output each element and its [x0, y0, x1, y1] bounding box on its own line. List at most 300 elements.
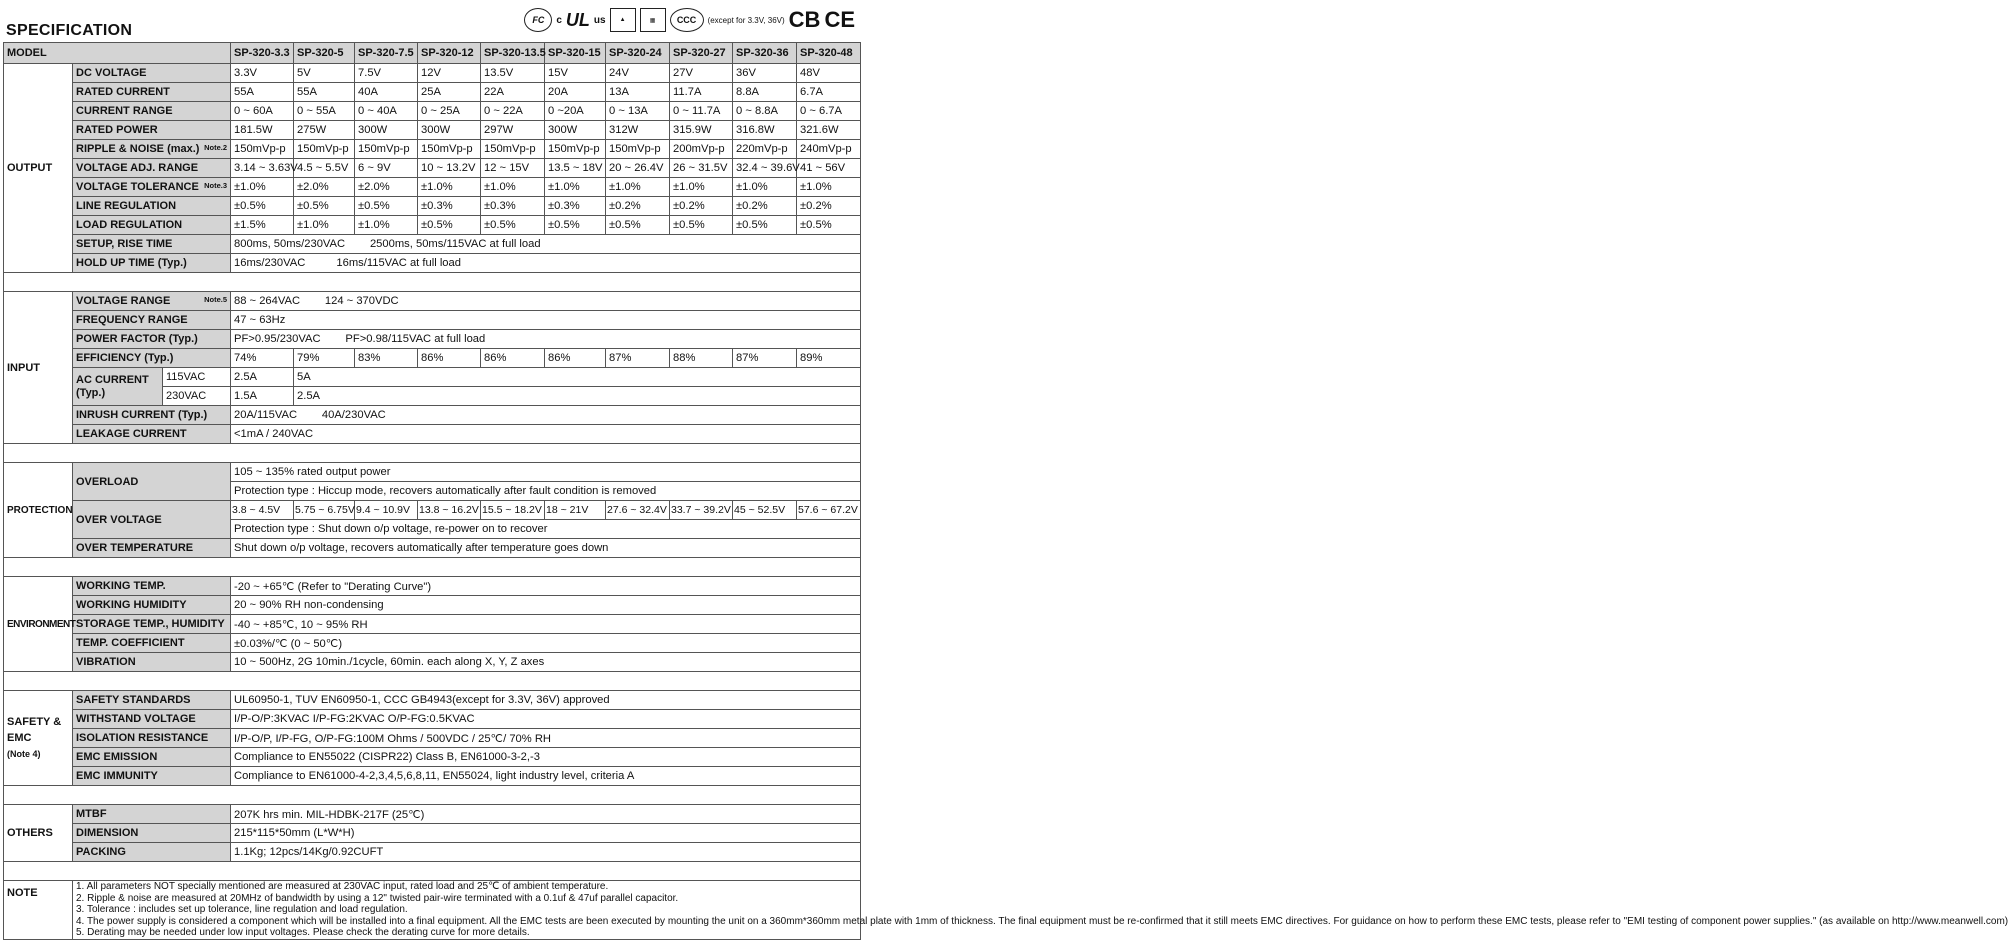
value-cell: 79%: [294, 349, 355, 368]
section-label: INPUT: [4, 292, 73, 444]
value-cell: ±0.5%: [797, 216, 861, 235]
header: [0, 0, 863, 42]
spec-row: [4, 178, 861, 197]
value-cell: ±0.5%: [670, 216, 733, 235]
spec-row: [4, 824, 861, 843]
spec-row: [4, 140, 861, 159]
value-cell: Compliance to EN61000-4-2,3,4,5,6,8,11, EN55024, light industry level, criteria A: [231, 767, 861, 786]
value-cell: 86%: [418, 349, 481, 368]
value-cell: ±0.03%/℃ (0 ~ 50℃): [231, 634, 861, 653]
value-cell: 20A: [545, 83, 606, 102]
value-cell: 15.5 ~ 18.2V: [481, 501, 545, 520]
spec-row: [4, 710, 861, 729]
spec-row: [4, 805, 861, 824]
value-cell: 240mVp-p: [797, 140, 861, 159]
note-block: [73, 881, 2008, 940]
value-cell: 0 ~ 25A: [418, 102, 481, 121]
value-cell: 0 ~ 11.7A: [670, 102, 733, 121]
input-section: [4, 292, 861, 463]
model-row: [4, 43, 861, 64]
spec-label: [73, 330, 231, 349]
label-text: VOLTAGE TOLERANCE: [76, 181, 199, 193]
value-cell: 24V: [606, 64, 670, 83]
value-cell: 5.75 ~ 6.75V: [294, 501, 355, 520]
spec-row: [4, 330, 861, 349]
value-cell: 27V: [670, 64, 733, 83]
value-cell: 26 ~ 31.5V: [670, 159, 733, 178]
label-text: SETUP, RISE TIME: [76, 238, 173, 250]
spec-row: [4, 311, 861, 330]
note-ref: Note.5: [204, 295, 227, 304]
label-text: DC VOLTAGE: [76, 67, 147, 79]
value-cell: 20A/115VAC 40A/230VAC: [231, 406, 861, 425]
spec-label: [73, 501, 231, 539]
spec-label: [73, 691, 231, 710]
value-cell: 200mVp-p: [670, 140, 733, 159]
spec-label: AC CURRENT (Typ.): [73, 368, 163, 406]
model-cell: SP-320-36: [733, 43, 797, 64]
value-cell: 86%: [545, 349, 606, 368]
value-cell: 87%: [733, 349, 797, 368]
value-cell: 6.7A: [797, 83, 861, 102]
value-cell: ±1.0%: [670, 178, 733, 197]
label-text: MTBF: [76, 808, 107, 820]
label-text: CURRENT RANGE: [76, 105, 173, 117]
value-cell: 150mVp-p: [294, 140, 355, 159]
value-cell: 297W: [481, 121, 545, 140]
value-cell: 0 ~20A: [545, 102, 606, 121]
spec-row: [4, 368, 861, 387]
protection-section: [4, 463, 861, 577]
spec-label: [73, 406, 231, 425]
us-mark: us: [593, 14, 606, 26]
others-section: [4, 805, 861, 881]
model-cell: SP-320-12: [418, 43, 481, 64]
section-label: [4, 691, 73, 786]
spec-label: [73, 653, 231, 672]
spec-row: [4, 121, 861, 140]
value-cell: ±0.2%: [670, 197, 733, 216]
label-text: WITHSTAND VOLTAGE: [76, 713, 196, 725]
spec-row: [4, 64, 861, 83]
value-cell: 40A: [355, 83, 418, 102]
value-cell: Shut down o/p voltage, recovers automatically after temperature goes down: [231, 539, 861, 558]
section-gap: [4, 786, 861, 805]
environment-section: [4, 577, 861, 691]
spec-row: [4, 83, 861, 102]
spec-label: [73, 577, 231, 596]
value-cell: 47 ~ 63Hz: [231, 311, 861, 330]
value-cell: ±0.2%: [606, 197, 670, 216]
label-text: INRUSH CURRENT (Typ.): [76, 409, 208, 421]
value-cell: 74%: [231, 349, 294, 368]
spec-table: [3, 42, 2008, 940]
section-label: NOTE: [4, 881, 73, 940]
value-cell: 20 ~ 90% RH non-condensing: [231, 596, 861, 615]
value-cell: 181.5W: [231, 121, 294, 140]
spec-label: [73, 235, 231, 254]
value-cell: ±1.0%: [733, 178, 797, 197]
value-cell: 32.4 ~ 39.6V: [733, 159, 797, 178]
spec-label: [73, 425, 231, 444]
section-label: OTHERS: [4, 805, 73, 862]
safety-section: [4, 691, 861, 805]
spec-label: [73, 140, 231, 159]
value-cell: 27.6 ~ 32.4V: [606, 501, 670, 520]
spec-row: [4, 159, 861, 178]
spec-label: [73, 216, 231, 235]
model-label: MODEL: [4, 43, 231, 64]
ccc-note: (except for 3.3V, 36V): [707, 15, 785, 25]
section-label-line: EMC: [7, 732, 32, 744]
value-cell: 10 ~ 13.2V: [418, 159, 481, 178]
spec-row: [4, 425, 861, 444]
value-cell: ±1.0%: [481, 178, 545, 197]
label-text: TEMP. COEFFICIENT: [76, 637, 185, 649]
label-text: DIMENSION: [76, 827, 139, 839]
value-cell: 5A: [294, 368, 861, 387]
value-cell: 8.8A: [733, 83, 797, 102]
spec-row: [4, 615, 861, 634]
note-item: 2. Ripple & noise are measured at 20MHz of bandwidth by using a 12" twisted pair-wire terminated with a 0.1uf & 47uf parallel capacitor.: [76, 892, 679, 904]
section-gap: [4, 444, 861, 463]
label-text: EFFICIENCY (Typ.): [76, 352, 174, 364]
value-cell: ±0.5%: [355, 197, 418, 216]
spec-row: [4, 767, 861, 786]
value-cell: 16ms/230VAC 16ms/115VAC at full load: [231, 254, 861, 273]
label-text: SAFETY STANDARDS: [76, 694, 191, 706]
section-gap: [4, 672, 861, 691]
spec-row: [4, 254, 861, 273]
label-text: FREQUENCY RANGE: [76, 314, 188, 326]
spec-label: [73, 178, 231, 197]
label-text: RATED POWER: [76, 124, 158, 136]
spec-label: [73, 349, 231, 368]
spec-row: [4, 539, 861, 558]
spec-label: [73, 159, 231, 178]
value-cell: 4.5 ~ 5.5V: [294, 159, 355, 178]
tuv-logo: ▲: [610, 8, 636, 32]
value-cell: 0 ~ 55A: [294, 102, 355, 121]
value-cell: 13.5 ~ 18V: [545, 159, 606, 178]
value-cell: ±0.5%: [606, 216, 670, 235]
spec-row: [4, 463, 861, 482]
value-cell: ±0.5%: [231, 197, 294, 216]
tuv-bauart-logo: ▦: [640, 8, 666, 32]
value-cell: 150mVp-p: [355, 140, 418, 159]
value-cell: 300W: [418, 121, 481, 140]
spec-row: [4, 501, 861, 520]
value-cell: 800ms, 50ms/230VAC 2500ms, 50ms/115VAC at full load: [231, 235, 861, 254]
model-cell: SP-320-48: [797, 43, 861, 64]
value-cell: ±1.0%: [545, 178, 606, 197]
spec-row: [4, 216, 861, 235]
value-cell: 15V: [545, 64, 606, 83]
spec-label: [73, 121, 231, 140]
label-text: OVER VOLTAGE: [76, 513, 162, 526]
note-row: [4, 881, 861, 940]
value-cell: 36V: [733, 64, 797, 83]
value-cell: I/P-O/P, I/P-FG, O/P-FG:100M Ohms / 500VDC / 25℃/ 70% RH: [231, 729, 861, 748]
value-cell: 2.5A: [231, 368, 294, 387]
value-cell: 0 ~ 6.7A: [797, 102, 861, 121]
value-cell: ±0.5%: [733, 216, 797, 235]
value-cell: 13.8 ~ 16.2V: [418, 501, 481, 520]
model-cell: SP-320-5: [294, 43, 355, 64]
value-cell: ±0.3%: [418, 197, 481, 216]
note-item: 4. The power supply is considered a component which will be installed into a final equipment. All the EMC tests are been executed by mounting the unit on a 360mm*360mm metal plate with 1mm of thickness. The final equipment must be re-confirmed that it still meets EMC directives. For guidance on how to perform these EMC tests, please refer to "EMI testing of component power supplies." (as available on http://www.meanwell.com): [76, 915, 2008, 927]
value-cell: 220mVp-p: [733, 140, 797, 159]
sub-label: 230VAC: [163, 387, 231, 406]
spec-label: [73, 729, 231, 748]
value-cell: 150mVp-p: [231, 140, 294, 159]
value-cell: 12 ~ 15V: [481, 159, 545, 178]
label-text: ISOLATION RESISTANCE: [76, 732, 209, 744]
spec-label: [73, 710, 231, 729]
value-cell: 300W: [355, 121, 418, 140]
value-cell: -40 ~ +85℃, 10 ~ 95% RH: [231, 615, 861, 634]
value-cell: ±0.2%: [797, 197, 861, 216]
label-text: POWER FACTOR (Typ.): [76, 333, 198, 345]
value-cell: ±1.0%: [797, 178, 861, 197]
value-cell: 6 ~ 9V: [355, 159, 418, 178]
value-cell: ±1.0%: [294, 216, 355, 235]
value-cell: 150mVp-p: [481, 140, 545, 159]
value-cell: -20 ~ +65℃ (Refer to "Derating Curve"): [231, 577, 861, 596]
label-text: RATED CURRENT: [76, 86, 170, 98]
label-text: EMC EMISSION: [76, 751, 158, 763]
value-cell: 45 ~ 52.5V: [733, 501, 797, 520]
value-cell: 13.5V: [481, 64, 545, 83]
model-cell: SP-320-3.3: [231, 43, 294, 64]
section-label-line: (Note 4): [7, 749, 41, 759]
value-cell: I/P-O/P:3KVAC I/P-FG:2KVAC O/P-FG:0.5KVAC: [231, 710, 861, 729]
spec-row: [4, 406, 861, 425]
value-cell: 11.7A: [670, 83, 733, 102]
c-mark: c: [556, 14, 562, 26]
value-cell: Protection type : Shut down o/p voltage, re-power on to recover: [231, 520, 861, 539]
spec-label: [73, 748, 231, 767]
value-cell: 0 ~ 60A: [231, 102, 294, 121]
section-label: PROTECTION: [4, 463, 73, 558]
label-text: VIBRATION: [76, 656, 136, 668]
spec-label: [73, 634, 231, 653]
spec-row: [4, 653, 861, 672]
value-cell: 3.3V: [231, 64, 294, 83]
label-text: OVER TEMPERATURE: [76, 542, 194, 554]
value-cell: ±0.2%: [733, 197, 797, 216]
spec-label: [73, 824, 231, 843]
value-cell: 316.8W: [733, 121, 797, 140]
value-cell: 150mVp-p: [606, 140, 670, 159]
note-item: 5. Derating may be needed under low input voltages. Please check the derating curve for more details.: [76, 927, 530, 939]
value-cell: 1.1Kg; 12pcs/14Kg/0.92CUFT: [231, 843, 861, 862]
label-text: LEAKAGE CURRENT: [76, 428, 187, 440]
spec-row: [4, 729, 861, 748]
section-label: OUTPUT: [4, 64, 73, 273]
value-cell: 20 ~ 26.4V: [606, 159, 670, 178]
note-ref: Note.2: [204, 143, 227, 152]
value-cell: ±0.5%: [294, 197, 355, 216]
spec-row: [4, 596, 861, 615]
fc-logo: FC: [524, 8, 552, 32]
note-item: 3. Tolerance : includes set up tolerance, line regulation and load regulation.: [76, 904, 408, 916]
value-cell: 25A: [418, 83, 481, 102]
section-gap: [4, 273, 861, 292]
model-cell: SP-320-15: [545, 43, 606, 64]
value-cell: Protection type : Hiccup mode, recovers automatically after fault condition is removed: [231, 482, 861, 501]
spec-row: [4, 292, 861, 311]
spec-row: [4, 691, 861, 710]
label-text: STORAGE TEMP., HUMIDITY: [76, 618, 225, 630]
value-cell: 207K hrs min. MIL-HDBK-217F (25℃): [231, 805, 861, 824]
spec-label: [73, 64, 231, 83]
cb-logo: CB: [788, 7, 821, 32]
spec-label: [73, 843, 231, 862]
value-cell: ±1.5%: [231, 216, 294, 235]
value-cell: 312W: [606, 121, 670, 140]
value-cell: 55A: [294, 83, 355, 102]
value-cell: 88%: [670, 349, 733, 368]
value-cell: 22A: [481, 83, 545, 102]
value-cell: 0 ~ 8.8A: [733, 102, 797, 121]
value-cell: 12V: [418, 64, 481, 83]
spec-label: [73, 539, 231, 558]
label-text: EMC IMMUNITY: [76, 770, 158, 782]
value-cell: 48V: [797, 64, 861, 83]
value-cell: 41 ~ 56V: [797, 159, 861, 178]
value-cell: ±1.0%: [355, 216, 418, 235]
label-text: PACKING: [76, 846, 126, 858]
value-cell: 1.5A: [231, 387, 294, 406]
spec-label: [73, 463, 231, 501]
output-section: [4, 64, 861, 292]
spec-label: [73, 805, 231, 824]
section-label: ENVIRONMENT: [4, 577, 73, 672]
value-cell: 105 ~ 135% rated output power: [231, 463, 861, 482]
section-gap: [4, 558, 861, 577]
label-text: LOAD REGULATION: [76, 219, 183, 231]
value-cell: ±2.0%: [355, 178, 418, 197]
value-cell: ±1.0%: [418, 178, 481, 197]
value-cell: 150mVp-p: [545, 140, 606, 159]
label-text: VOLTAGE RANGE: [76, 295, 171, 307]
value-cell: 18 ~ 21V: [545, 501, 606, 520]
value-cell: 3.14 ~ 3.63V: [231, 159, 294, 178]
spec-label: [73, 83, 231, 102]
spec-row: [4, 577, 861, 596]
ce-logo: CE: [824, 7, 855, 32]
value-cell: 0 ~ 13A: [606, 102, 670, 121]
value-cell: <1mA / 240VAC: [231, 425, 861, 444]
value-cell: ±0.5%: [418, 216, 481, 235]
value-cell: 5V: [294, 64, 355, 83]
label-text: WORKING HUMIDITY: [76, 599, 187, 611]
model-cell: SP-320-24: [606, 43, 670, 64]
value-cell: ±0.5%: [545, 216, 606, 235]
model-cell: SP-320-13.5: [481, 43, 545, 64]
spec-row: [4, 102, 861, 121]
value-cell: 9.4 ~ 10.9V: [355, 501, 418, 520]
label-text: VOLTAGE ADJ. RANGE: [76, 162, 199, 174]
value-cell: 0 ~ 22A: [481, 102, 545, 121]
page-title: SPECIFICATION: [6, 22, 133, 39]
value-cell: 0 ~ 40A: [355, 102, 418, 121]
value-cell: UL60950-1, TUV EN60950-1, CCC GB4943(except for 3.3V, 36V) approved: [231, 691, 861, 710]
value-cell: 2.5A: [294, 387, 861, 406]
label-text: WORKING TEMP.: [76, 580, 166, 592]
model-cell: SP-320-27: [670, 43, 733, 64]
value-cell: 83%: [355, 349, 418, 368]
spec-row: [4, 748, 861, 767]
section-label-line: SAFETY &: [7, 716, 62, 728]
spec-row: [4, 235, 861, 254]
section-gap: [4, 862, 861, 881]
value-cell: 88 ~ 264VAC 124 ~ 370VDC: [231, 292, 861, 311]
spec-row: [4, 634, 861, 653]
value-cell: ±0.3%: [545, 197, 606, 216]
spec-row: [4, 349, 861, 368]
value-cell: 55A: [231, 83, 294, 102]
note-item: 1. All parameters NOT specially mentioned are measured at 230VAC input, rated load and 25℃ of ambient temperature.: [76, 881, 609, 892]
value-cell: ±0.5%: [481, 216, 545, 235]
label-text: LINE REGULATION: [76, 200, 177, 212]
spec-label: [73, 311, 231, 330]
spec-label: [73, 615, 231, 634]
value-cell: 150mVp-p: [418, 140, 481, 159]
value-cell: 87%: [606, 349, 670, 368]
label-text: RIPPLE & NOISE (max.): [76, 143, 200, 155]
value-cell: ±0.3%: [481, 197, 545, 216]
spec-row: [4, 843, 861, 862]
ul-logo: UL: [565, 9, 590, 30]
value-cell: 33.7 ~ 39.2V: [670, 501, 733, 520]
value-cell: ±1.0%: [231, 178, 294, 197]
label-text: OVERLOAD: [76, 475, 139, 488]
spec-label: [73, 596, 231, 615]
value-cell: PF>0.95/230VAC PF>0.98/115VAC at full load: [231, 330, 861, 349]
spec-label: [73, 292, 231, 311]
value-cell: ±1.0%: [606, 178, 670, 197]
spec-label: [73, 254, 231, 273]
value-cell: ±2.0%: [294, 178, 355, 197]
value-cell: 300W: [545, 121, 606, 140]
spec-label: [73, 767, 231, 786]
value-cell: 315.9W: [670, 121, 733, 140]
sub-label: 115VAC: [163, 368, 231, 387]
model-cell: SP-320-7.5: [355, 43, 418, 64]
value-cell: Compliance to EN55022 (CISPR22) Class B, EN61000-3-2,-3: [231, 748, 861, 767]
value-cell: 275W: [294, 121, 355, 140]
value-cell: 10 ~ 500Hz, 2G 10min./1cycle, 60min. each along X, Y, Z axes: [231, 653, 861, 672]
spec-label: [73, 197, 231, 216]
cert-logos: [524, 2, 855, 38]
value-cell: 321.6W: [797, 121, 861, 140]
value-cell: 89%: [797, 349, 861, 368]
value-cell: 3.8 ~ 4.5V: [231, 501, 294, 520]
note-ref: Note.3: [204, 181, 227, 190]
value-cell: 13A: [606, 83, 670, 102]
spec-label: [73, 102, 231, 121]
value-cell: 57.6 ~ 67.2V: [797, 501, 861, 520]
ccc-logo: CCC: [670, 8, 704, 32]
note-section: [4, 881, 2008, 940]
value-cell: 86%: [481, 349, 545, 368]
spec-row: [4, 197, 861, 216]
value-cell: 215*115*50mm (L*W*H): [231, 824, 861, 843]
label-text: HOLD UP TIME (Typ.): [76, 257, 187, 269]
value-cell: 7.5V: [355, 64, 418, 83]
